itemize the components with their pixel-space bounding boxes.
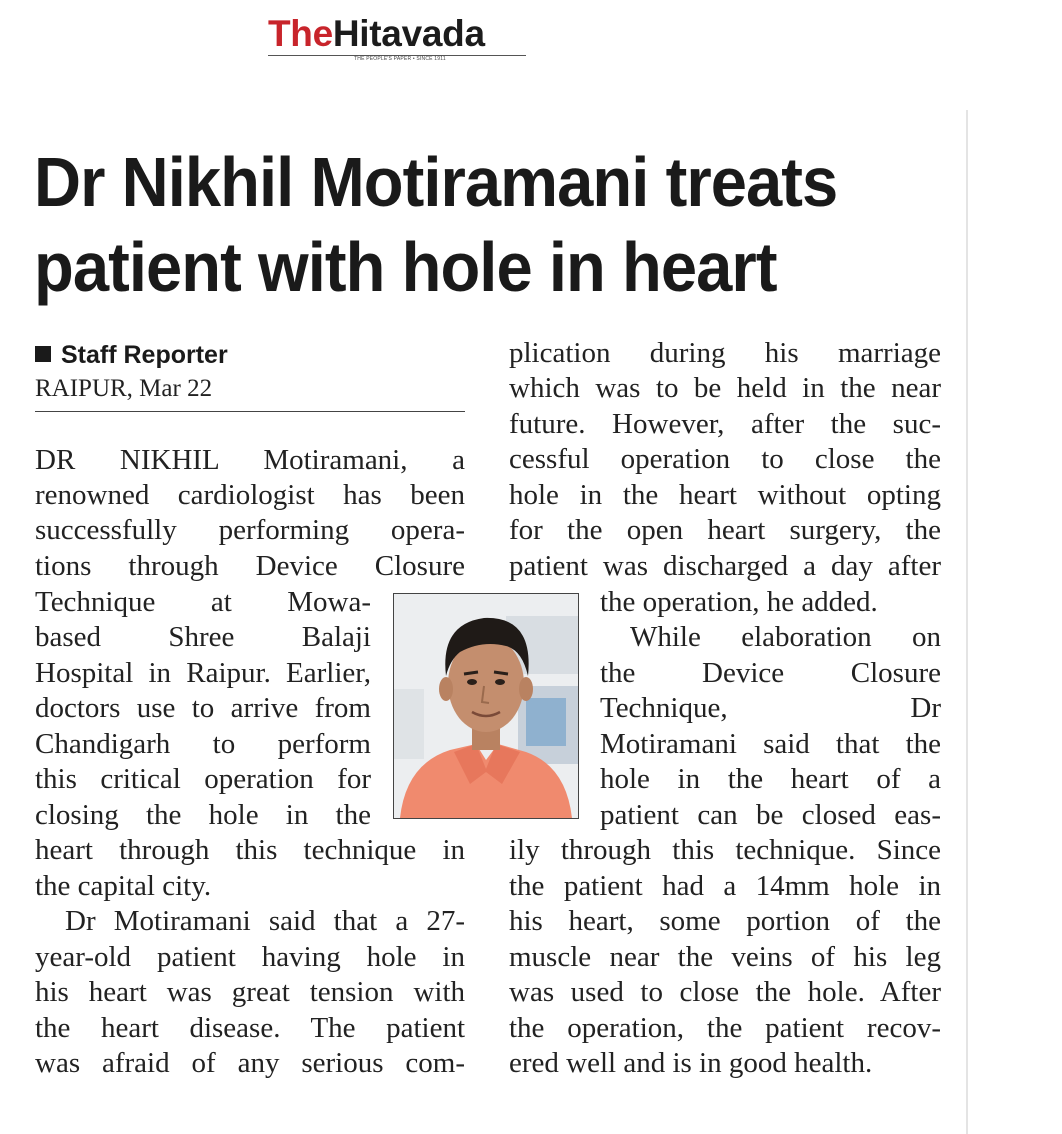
column1-line: heart through this technique in	[35, 834, 465, 866]
column1-line: Chandigarh to perform	[35, 728, 371, 760]
column1-line: year-old patient having hole in	[35, 941, 465, 973]
column2-line: ily through this technique. Since	[509, 834, 941, 866]
column1-line: Technique at Mowa-	[35, 586, 371, 618]
masthead-logo	[268, 14, 528, 54]
column1-line: closing the hole in the	[35, 799, 371, 831]
column1-line: Hospital in Raipur. Earlier,	[35, 657, 371, 689]
byline-bullet-icon	[35, 346, 51, 362]
dateline: RAIPUR, Mar 22	[35, 375, 213, 402]
doctor-photo	[393, 593, 579, 819]
column2-line: hole in the heart without opting	[509, 479, 941, 511]
column1-line: successfully performing opera-	[35, 514, 465, 546]
page-edge-rule	[966, 110, 968, 1134]
column1-line: the heart disease. The patient	[35, 1012, 465, 1044]
column2-line: future. However, after the suc-	[509, 408, 941, 440]
column1-line: doctors use to arrive from	[35, 692, 371, 724]
column2-line: patient can be closed eas-	[600, 799, 941, 831]
column2-line: the operation, he added.	[600, 586, 878, 618]
column2-line: ered well and is in good health.	[509, 1047, 873, 1079]
column2-line: for the open heart surgery, the	[509, 514, 941, 546]
doctor-portrait-image	[394, 594, 578, 818]
column2-line: muscle near the veins of his leg	[509, 941, 941, 973]
masthead-tagline: THE PEOPLE'S PAPER • SINCE 1911	[354, 56, 446, 62]
column2-line: While elaboration on	[630, 621, 941, 653]
column1-line: his heart was great tension with	[35, 976, 465, 1008]
column2-line: plication during his marriage	[509, 337, 941, 369]
column1-line: tions through Device Closure	[35, 550, 465, 582]
column2-line: Motiramani said that the	[600, 728, 941, 760]
column1-line: based Shree Balaji	[35, 621, 371, 653]
column1-line: DR NIKHIL Motiramani, a	[35, 444, 465, 476]
headline	[34, 140, 890, 310]
headline-line-1: Dr Nikhil Motiramani treats	[34, 143, 838, 221]
column2-line: hole in the heart of a	[600, 763, 941, 795]
masthead	[268, 14, 528, 62]
column2-line: Technique, Dr	[600, 692, 941, 724]
byline-text: Staff Reporter	[61, 341, 228, 369]
column2-line: patient was discharged a day after	[509, 550, 941, 582]
masthead-the: The	[268, 13, 333, 54]
byline	[35, 340, 228, 370]
column1-line: was afraid of any serious com-	[35, 1047, 465, 1079]
headline-line-2: patient with hole in heart	[34, 228, 777, 306]
column2-line: cessful operation to close the	[509, 443, 941, 475]
column2-line: his heart, some portion of the	[509, 905, 941, 937]
column2-line: was used to close the hole. After	[509, 976, 941, 1008]
column2-line: which was to be held in the near	[509, 372, 941, 404]
masthead-name: Hitavada	[332, 13, 485, 54]
column1-line: the capital city.	[35, 870, 212, 902]
column2-line: the operation, the patient recov-	[509, 1012, 941, 1044]
column2-line: the Device Closure	[600, 657, 941, 689]
column1-line: this critical operation for	[35, 763, 371, 795]
column1-line: renowned cardiologist has been	[35, 479, 465, 511]
column2-line: the patient had a 14mm hole in	[509, 870, 941, 902]
byline-divider	[35, 411, 465, 412]
column1-line: Dr Motiramani said that a 27-	[65, 905, 465, 937]
